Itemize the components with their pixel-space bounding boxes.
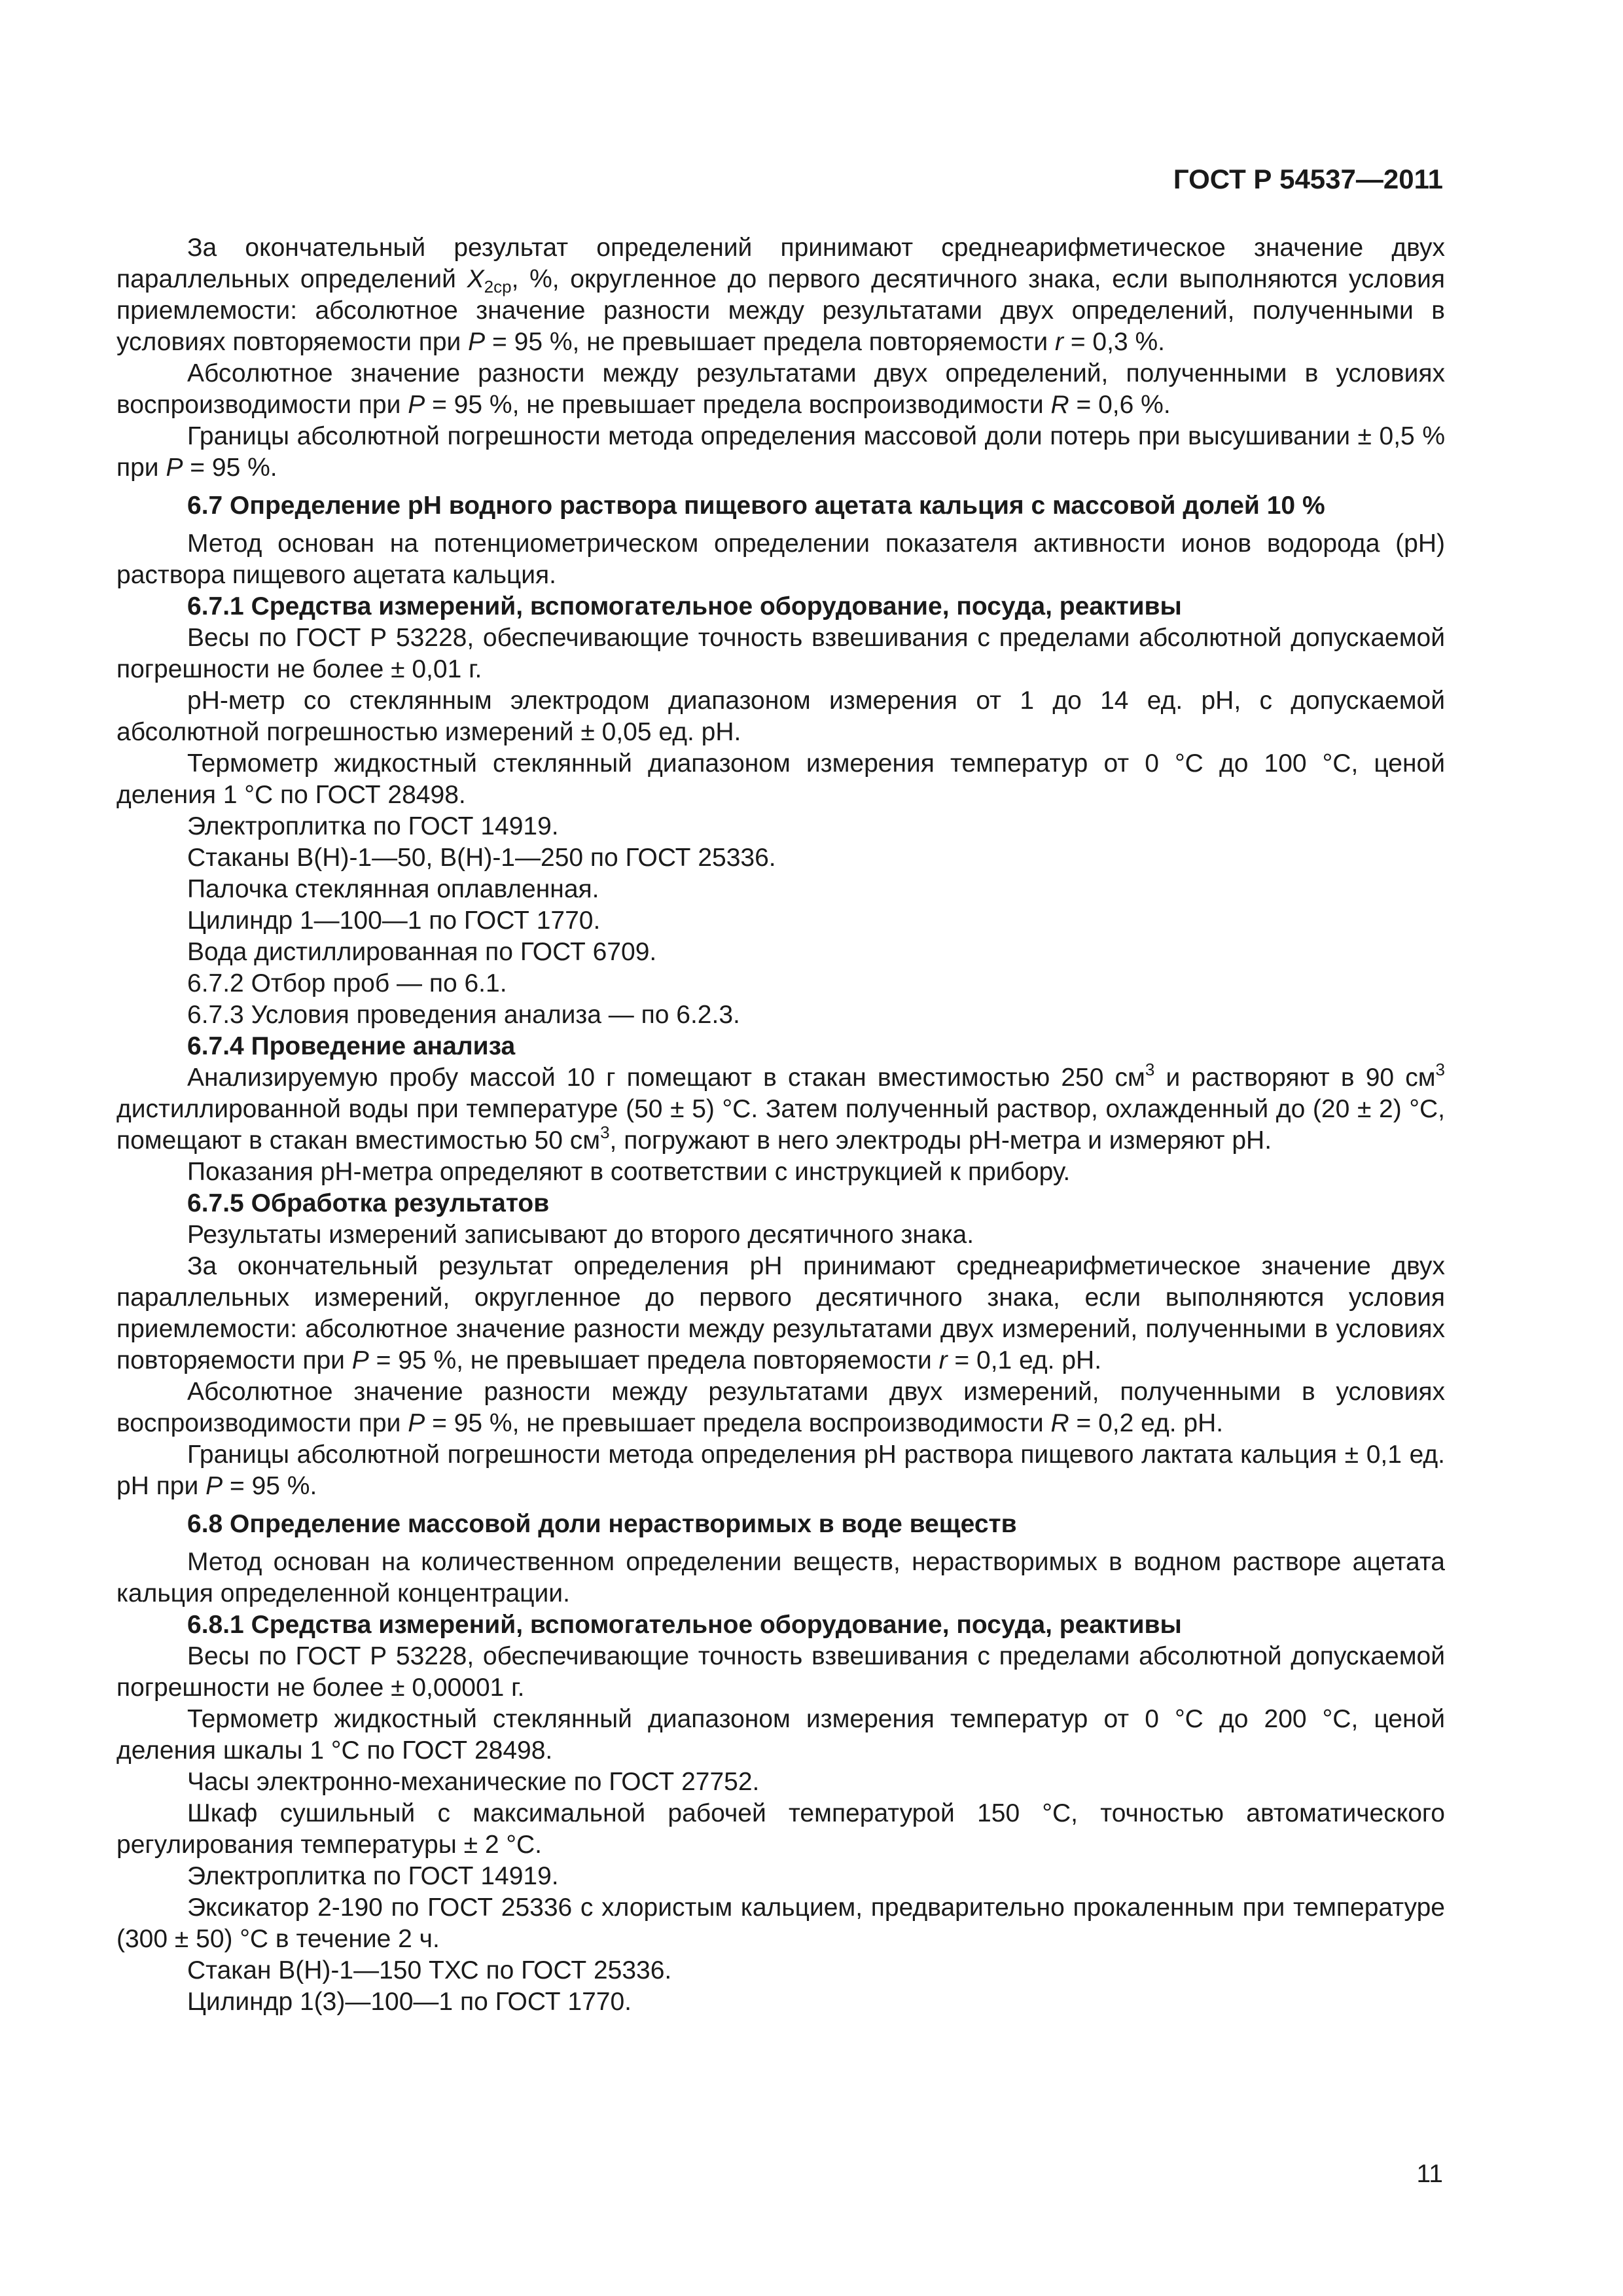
subsection-heading: 6.7.4 Проведение анализа: [187, 1032, 516, 1060]
paragraph: Эксикатор 2-190 по ГОСТ 25336 с хлористым кальцием, предварительно прокаленным при температуре (300 ± 50) °С в течение 2 ч.: [116, 1893, 1445, 1953]
paragraph: 6.7.2 Отбор проб — по 6.1.: [187, 969, 507, 997]
paragraph: Электроплитка по ГОСТ 14919.: [187, 812, 559, 840]
subsection-heading: 6.8.1 Средства измерений, вспомогательное оборудование, посуда, реактивы: [187, 1611, 1182, 1639]
page-number: 11: [1416, 2160, 1443, 2188]
paragraph: Весы по ГОСТ Р 53228, обеспечивающие точность взвешивания с пределами абсолютной допускаемой погрешности не более ± 0,01 г.: [116, 624, 1445, 683]
paragraph: Абсолютное значение разности между результатами двух определений, полученными в условиях воспроизводимости при P = 95 %, не превышает предела воспроизводимости R = 0,6 %.: [116, 359, 1445, 419]
paragraph: Электроплитка по ГОСТ 14919.: [187, 1862, 559, 1890]
paragraph: 6.7.3 Условия проведения анализа — по 6.2.3.: [187, 1001, 740, 1029]
paragraph: Метод основан на потенциометрическом определении показателя активности ионов водорода (pH) раствора пищевого ацетата кальция.: [116, 529, 1445, 589]
paragraph: Показания pH-метра определяют в соответствии с инструкцией к прибору.: [187, 1158, 1071, 1186]
paragraph: Палочка стеклянная оплавленная.: [187, 875, 599, 903]
paragraph: Анализируемую пробу массой 10 г помещают в стакан вместимостью 250 $см^3$ и растворяют в 90 $см^3$ дистиллированной воды при температуре (50 ± 5) °С. Затем полученный раствор, охлажденный до (20 ± 2) °С, помещают в стакан вместимостью 50 $см^3$, погружают в него электроды pH-метра и измеряют pH.: [116, 1060, 1445, 1155]
document-header: ГОСТ Р 54537—2011: [1173, 164, 1443, 194]
paragraph: Границы абсолютной погрешности метода определения pH раствора пищевого лактата кальция ± 0,1 ед. pH при P = 95 %.: [116, 1441, 1445, 1500]
subsection-heading: 6.7.5 Обработка результатов: [187, 1189, 550, 1217]
paragraph: Границы абсолютной погрешности метода определения массовой доли потерь при высушивании ± 0,5 % при P = 95 %.: [116, 422, 1445, 482]
paragraph: Цилиндр 1(3)—100—1 по ГОСТ 1770.: [187, 1988, 632, 2016]
paragraph: Весы по ГОСТ Р 53228, обеспечивающие точность взвешивания с пределами абсолютной допускаемой погрешности не более ± 0,00001 г.: [116, 1642, 1445, 1702]
paragraph: Стакан В(Н)-1—150 ТХС по ГОСТ 25336.: [187, 1956, 672, 1984]
paragraph: За окончательный результат определения pH принимают среднеарифметическое значение двух параллельных измерений, округленное до первого десятичного знака, если выполняются условия приемлемости: абсолютное значение разности между результатами двух измерений, полученными в условиях повторяемости при P = 95 %, не превышает предела повторяемости r = 0,1 ед. pH.: [116, 1252, 1445, 1374]
paragraph: Абсолютное значение разности между результатами двух измерений, полученными в условиях воспроизводимости при P = 95 %, не превышает предела воспроизводимости R = 0,2 ед. pH.: [116, 1378, 1445, 1437]
paragraph: Метод основан на количественном определении веществ, нерастворимых в водном растворе ацетата кальция определенной концентрации.: [116, 1548, 1445, 1607]
section-heading: 6.8 Определение массовой доли нерастворимых в воде веществ: [187, 1510, 1017, 1538]
section-heading: 6.7 Определение pH водного раствора пищевого ацетата кальция с массовой долей 10 %: [187, 492, 1325, 520]
paragraph: Стаканы В(Н)-1—50, В(Н)-1—250 по ГОСТ 25336.: [187, 844, 776, 872]
paragraph: Часы электронно-механические по ГОСТ 27752.: [187, 1768, 760, 1796]
paragraph: Результаты измерений записывают до второго десятичного знака.: [187, 1221, 974, 1249]
subsection-heading: 6.7.1 Средства измерений, вспомогательное оборудование, посуда, реактивы: [187, 592, 1182, 620]
paragraph: Шкаф сушильный с максимальной рабочей температурой 150 °С, точностью автоматического регулирования температуры ± 2 °С.: [116, 1799, 1445, 1859]
document-body: [116, 232, 1445, 2018]
paragraph: За окончательный результат определений принимают среднеарифметическое значение двух параллельных определений $X_{2ср}$, %, округленное до первого десятичного знака, если выполняются условия приемлемости: абсолютное значение разности между результатами двух определений, полученными в условиях повторяемости при P = 95 %, не превышает предела повторяемости r = 0,3 %.: [116, 234, 1445, 356]
paragraph: Вода дистиллированная по ГОСТ 6709.: [187, 938, 657, 966]
paragraph: Термометр жидкостный стеклянный диапазоном измерения температур от 0 °С до 100 °С, ценой деления 1 °С по ГОСТ 28498.: [116, 749, 1445, 809]
paragraph: Цилиндр 1—100—1 по ГОСТ 1770.: [187, 906, 601, 935]
paragraph: Термометр жидкостный стеклянный диапазоном измерения температур от 0 °С до 200 °С, ценой деления шкалы 1 °С по ГОСТ 28498.: [116, 1705, 1445, 1765]
paragraph: pH-метр со стеклянным электродом диапазоном измерения от 1 до 14 ед. pH, с допускаемой абсолютной погрешностью измерений ± 0,05 ед. pH.: [116, 687, 1445, 746]
